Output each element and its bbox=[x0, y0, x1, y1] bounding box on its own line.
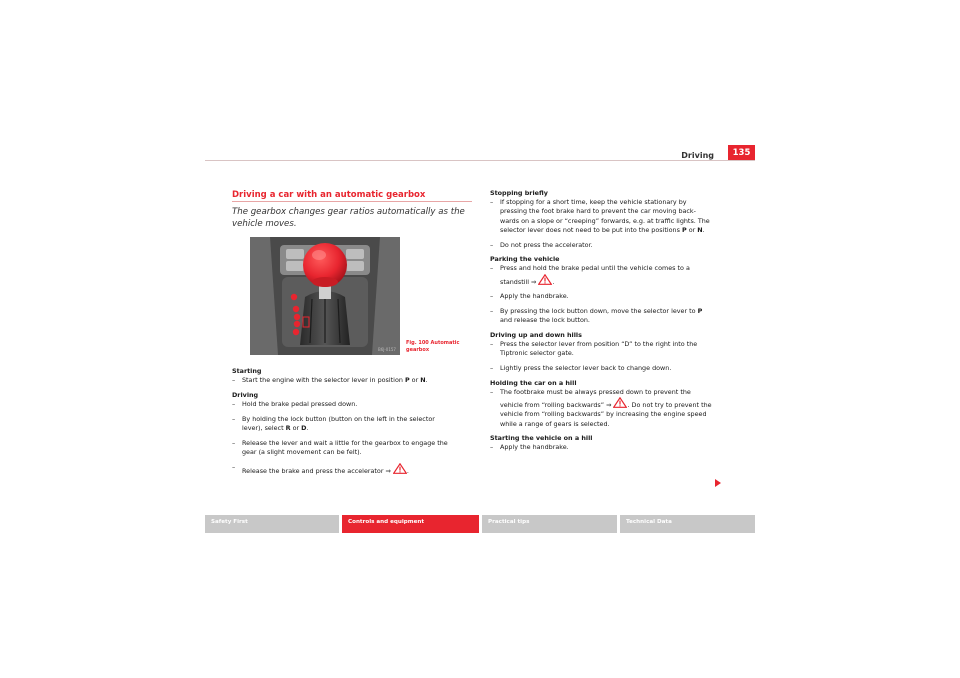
heading-parking: Parking the vehicle bbox=[490, 255, 560, 264]
chapter-title: Driving bbox=[681, 151, 714, 160]
heading-starting-on-hill: Starting the vehicle on a hill bbox=[490, 434, 593, 443]
list-item: – Release the brake and press the accelerator ⇒ . bbox=[232, 462, 409, 475]
automatic-gearbox-figure bbox=[250, 237, 400, 355]
heading-driving: Driving bbox=[232, 390, 259, 399]
warning-triangle-icon[interactable] bbox=[393, 463, 407, 474]
list-item: – Start the engine with the selector lever in position P or N. bbox=[232, 376, 428, 385]
list-item: – Do not press the accelerator. bbox=[490, 240, 593, 249]
heading-starting: Starting bbox=[232, 367, 262, 375]
list-item: – If stopping for a short time, keep the vehicle stationary by pressing the foot brake hard to prevent the car moving back- wards on a slope or “creeping” forwards, e.g. at traffic lights. The selector lever does not need to be put into the positions P or N. bbox=[490, 198, 710, 234]
list-item: – Lightly press the selector lever back to change down. bbox=[490, 364, 672, 373]
footer-tab-practical-tips[interactable]: Practical tips bbox=[482, 515, 617, 533]
list-item: – Apply the handbrake. bbox=[490, 443, 569, 452]
right-column bbox=[490, 189, 725, 453]
heading-holding-on-hill: Holding the car on a hill bbox=[490, 378, 577, 387]
list-item: – The footbrake must be always pressed down to prevent the vehicle from “rolling backwards” ⇒ . Do not try to prevent the vehicle from “rolling backwards” by increasing the engine speed while a range of gears is selected. bbox=[490, 387, 712, 428]
list-item: – By holding the lock button (button on the left in the selector lever), select R or D. bbox=[232, 414, 435, 433]
footer-tab-controls-and-equipment[interactable]: Controls and equipment bbox=[342, 515, 479, 533]
warning-triangle-icon[interactable] bbox=[613, 397, 627, 408]
gear-lever-illustration bbox=[250, 237, 400, 355]
footer-tab-safety-first[interactable]: Safety First bbox=[205, 515, 339, 533]
figure-caption-line-2: gearbox bbox=[406, 346, 430, 353]
figure-caption bbox=[406, 340, 459, 353]
list-item: – Release the lever and wait a little for the gearbox to engage the gear (a slight movement can be felt). bbox=[232, 438, 448, 456]
continue-arrow-icon bbox=[715, 479, 721, 487]
warning-triangle-icon[interactable] bbox=[538, 274, 552, 285]
section-rule bbox=[232, 201, 472, 202]
list-item: – Press the selector lever from position “D” to the right into the Tiptronic selector gate. bbox=[490, 340, 698, 358]
heading-hills: Driving up and down hills bbox=[490, 330, 582, 339]
list-item: – Press and hold the brake pedal until the vehicle comes to a standstill ⇒ . bbox=[490, 264, 690, 286]
list-item: – Apply the handbrake. bbox=[490, 292, 569, 301]
figure-ref-code: B6J-0157 bbox=[378, 347, 396, 352]
section-intro: The gearbox changes gear ratios automatically as the vehicle moves. bbox=[232, 207, 465, 229]
left-column bbox=[232, 367, 474, 476]
list-item: – By pressing the lock button down, move the selector lever to P and release the lock button. bbox=[490, 307, 703, 325]
figure-caption-line-1: Fig. 100 Automatic bbox=[406, 340, 460, 346]
header-rule bbox=[205, 160, 755, 161]
heading-stopping-briefly: Stopping briefly bbox=[490, 189, 548, 197]
list-item: – Hold the brake pedal pressed down. bbox=[232, 400, 358, 409]
footer-tab-technical-data[interactable]: Technical Data bbox=[620, 515, 755, 533]
page-number: 135 bbox=[728, 145, 755, 160]
section-title: Driving a car with an automatic gearbox bbox=[232, 190, 426, 200]
